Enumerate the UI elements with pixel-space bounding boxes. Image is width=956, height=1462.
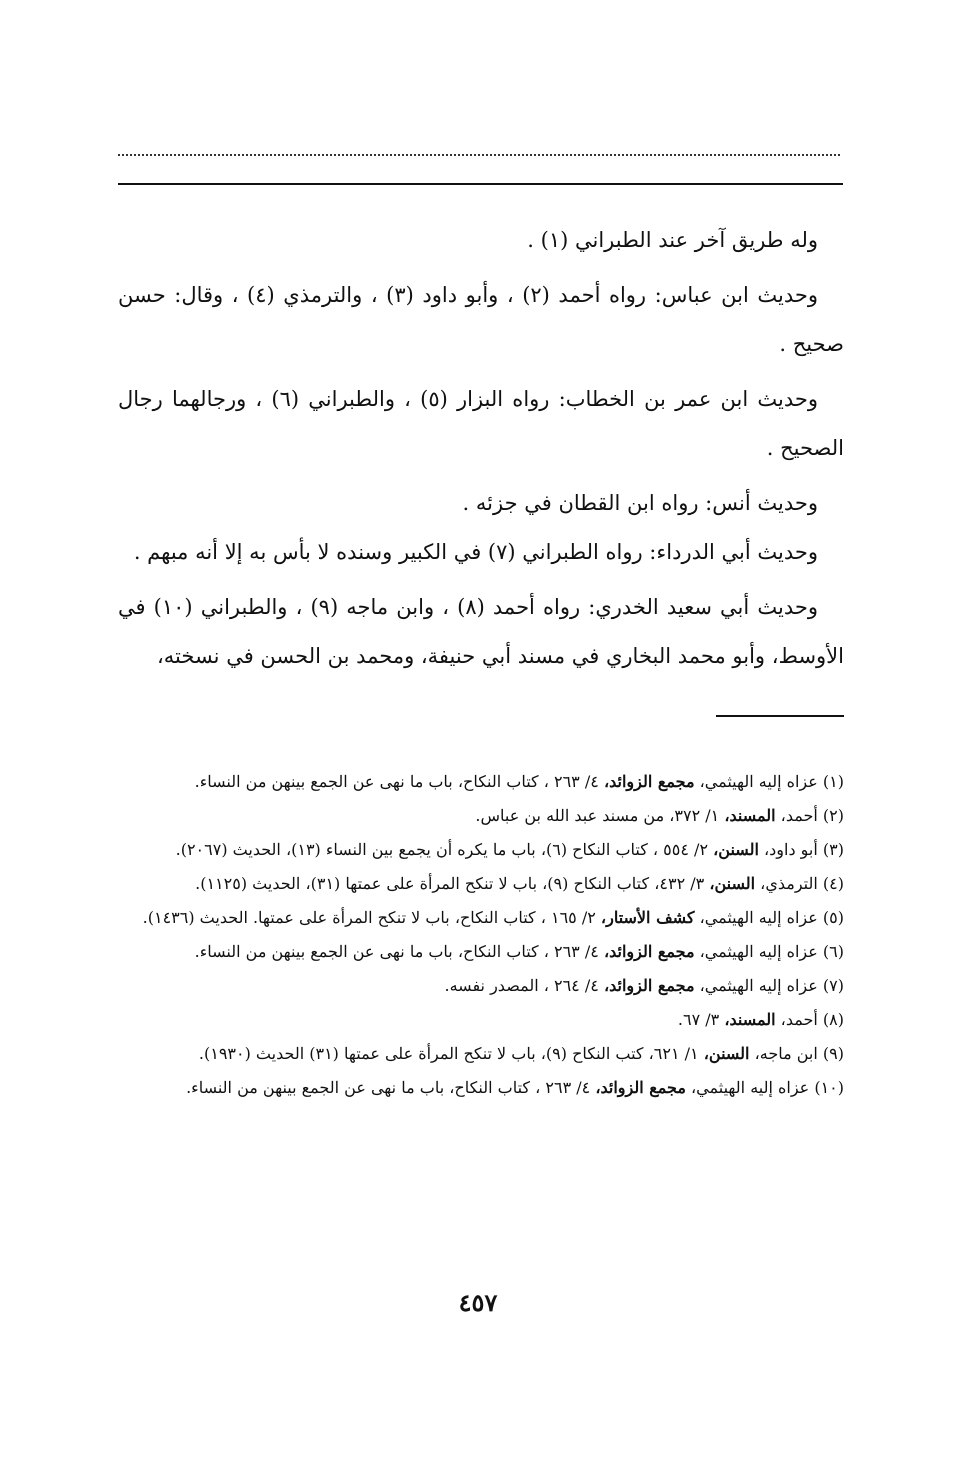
paragraph: وحديث ابن عمر بن الخطاب: رواه البزار (٥) ، والطبراني (٦) ، ورجالهما رجال الصحيح . <box>118 387 844 460</box>
footnote-author: الترمذي، <box>755 874 818 893</box>
footnote-reference: ٢/ ١٦٥ ، كتاب النكاح، باب لا تنكح المرأة على عمتها. الحديث (١٤٣٦). <box>142 908 601 927</box>
footnote-author: أحمد، <box>775 806 818 825</box>
footnote-number: (٣) <box>822 840 844 859</box>
footnote <box>118 936 844 968</box>
footnote-reference: ٤/ ٢٦٤ ، المصدر نفسه. <box>444 976 604 995</box>
footnote-number: (٥) <box>822 908 844 927</box>
footnote-reference: ١/ ٣٧٢، من مسند عبد الله بن عباس. <box>475 806 725 825</box>
footnote <box>118 1004 844 1036</box>
footnote-author: عزاه إليه الهيثمي، <box>694 772 818 791</box>
footnote-source-title: المسند، <box>724 1010 776 1029</box>
footnote <box>118 834 844 866</box>
page-number: ٤٥٧ <box>458 1288 498 1317</box>
footnote-source-title: مجمع الزوائد، <box>595 1078 686 1097</box>
paragraph: وله طريق آخر عند الطبراني (١) . <box>527 228 818 252</box>
footnote-author: ابن ماجه، <box>749 1044 818 1063</box>
footnote <box>118 868 844 900</box>
footnote-number: (٢) <box>822 806 844 825</box>
footnotes <box>118 766 844 1106</box>
paragraph: وحديث أنس: رواه ابن القطان في جزئه . <box>462 491 818 515</box>
footnote-author: عزاه إليه الهيثمي، <box>694 942 818 961</box>
footnote-author: عزاه إليه الهيثمي، <box>694 976 818 995</box>
footnote-source-title: مجمع الزوائد، <box>603 976 695 995</box>
paragraph: وحديث ابن عباس: رواه أحمد (٢) ، وأبو داود (٣) ، والترمذي (٤) ، وقال: حسن صحيح . <box>118 283 844 356</box>
footnote-source-title: مجمع الزوائد، <box>603 942 695 961</box>
footnote-source-title: المسند، <box>724 806 776 825</box>
footnote-number: (٩) <box>822 1044 844 1063</box>
footnote-author: عزاه إليه الهيثمي، <box>685 1078 810 1097</box>
footnote-author: أحمد، <box>775 1010 818 1029</box>
footnote-source-title: السنن، <box>703 1044 750 1063</box>
footnote-number: (٤) <box>822 874 844 893</box>
footnote-number: (٦) <box>822 942 844 961</box>
footnote-reference: ٤/ ٢٦٣ ، كتاب النكاح، باب ما نهى عن الجمع بينهن من النساء. <box>186 1078 596 1097</box>
footnote-source-title: كشف الأستار، <box>600 908 695 927</box>
footnote-source-title: السنن، <box>713 840 759 859</box>
footnote-number: (١) <box>822 772 844 791</box>
footnote <box>118 1038 844 1070</box>
footnote-number: (٨) <box>822 1010 844 1029</box>
footnote <box>118 800 844 832</box>
footnote-number: (١٠) <box>814 1078 844 1097</box>
footnote-number: (٧) <box>822 976 844 995</box>
footnote-separator <box>716 715 844 717</box>
paragraph: وحديث أبي سعيد الخدري: رواه أحمد (٨) ، وابن ماجه (٩) ، والطبراني (١٠) في الأوسط، وأبو محمد البخاري في مسند أبي حنيفة، ومحمد بن الحسن في نسخته، <box>118 595 844 668</box>
footnote-author: أبو داود، <box>758 840 818 859</box>
header-solid-rule <box>118 183 843 185</box>
footnote-reference: ٣/ ٦٧. <box>677 1010 725 1029</box>
footnote-source-title: مجمع الزوائد، <box>603 772 695 791</box>
footnote <box>118 970 844 1002</box>
paragraph: وحديث أبي الدرداء: رواه الطبراني (٧) في الكبير وسنده لا بأس به إلا أنه مبهم . <box>133 540 818 564</box>
footnote-reference: ١/ ٦٢١، كتب النكاح (٩)، باب لا تنكح المرأة على عمتها (٣١) الحديث (١٩٣٠). <box>198 1044 704 1063</box>
footnote-reference: ٢/ ٥٥٤ ، كتاب النكاح (٦)، باب ما يكره أن يجمع بين النساء (١٣)، الحديث (٢٠٦٧). <box>175 840 714 859</box>
footnote-reference: ٤/ ٢٦٣ ، كتاب النكاح، باب ما نهى عن الجمع بينهن من النساء. <box>194 772 604 791</box>
footnote-reference: ٣/ ٤٣٢، كتاب النكاح (٩)، باب لا تنكح المرأة على عمتها (٣١)، الحديث (١١٢٥). <box>195 874 710 893</box>
footnote <box>118 1072 844 1104</box>
footnote-source-title: السنن، <box>709 874 756 893</box>
header-dotted-rule <box>118 154 840 156</box>
footnote <box>118 902 844 934</box>
main-text <box>118 216 844 687</box>
footnote <box>118 766 844 798</box>
footnote-author: عزاه إليه الهيثمي، <box>694 908 818 927</box>
footnote-reference: ٤/ ٢٦٣ ، كتاب النكاح، باب ما نهى عن الجمع بينهن من النساء. <box>194 942 604 961</box>
